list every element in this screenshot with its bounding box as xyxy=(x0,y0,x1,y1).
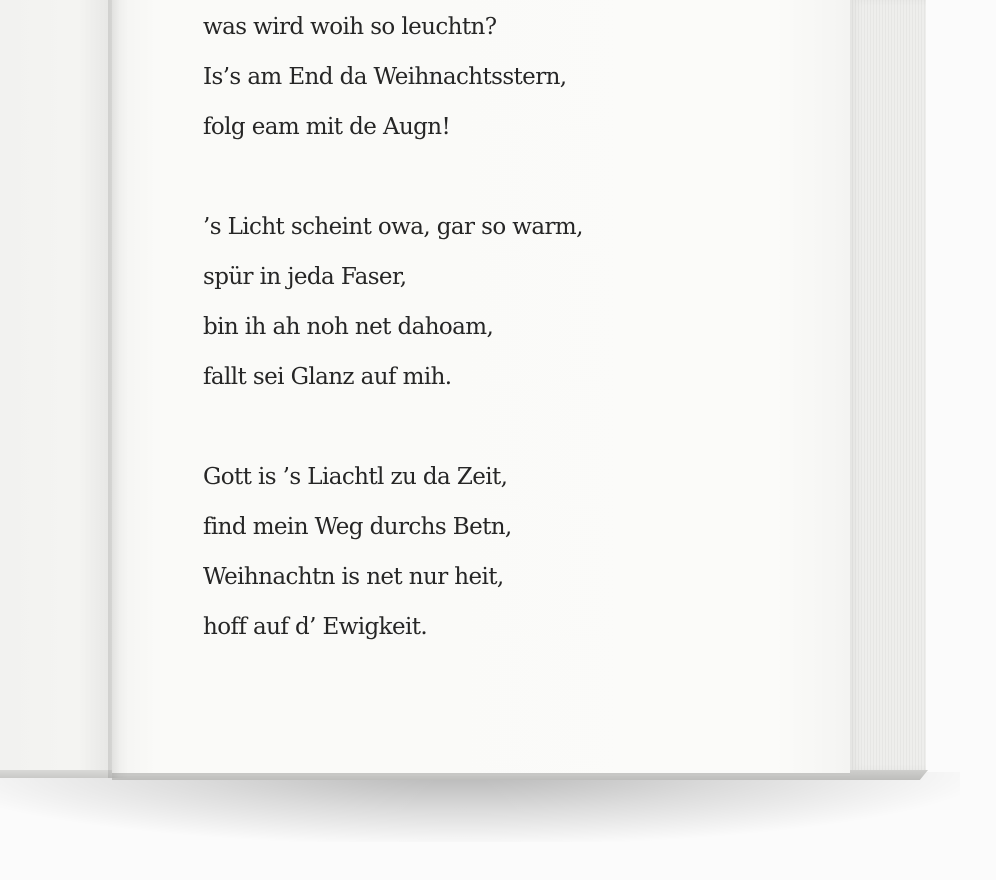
book-shadow xyxy=(0,772,960,842)
poem-stanza-2 xyxy=(203,210,803,410)
left-page-edge xyxy=(0,770,112,778)
poem-line: bin ih ah noh net dahoam, xyxy=(203,314,494,340)
poem-line: folg eam mit de Augn! xyxy=(203,114,451,140)
page-stack-edge xyxy=(850,0,926,770)
poem-line: Is’s am End da Weihnachtsstern, xyxy=(203,64,567,90)
poem-line: was wird woih so leuchtn? xyxy=(203,14,497,40)
left-page xyxy=(0,0,112,778)
poem-text xyxy=(203,10,803,710)
poem-line: hoff auf d’ Ewigkeit. xyxy=(203,614,428,640)
book-gutter xyxy=(108,0,128,778)
poem-line: spür in jeda Faser, xyxy=(203,264,407,290)
poem-line: fallt sei Glanz auf mih. xyxy=(203,364,452,390)
poem-line: Weihnachtn is net nur heit, xyxy=(203,564,504,590)
poem-stanza-1 xyxy=(203,10,803,160)
poem-line: ’s Licht scheint owa, gar so warm, xyxy=(203,214,583,240)
poem-line: find mein Weg durchs Betn, xyxy=(203,514,512,540)
poem-stanza-3 xyxy=(203,460,803,660)
right-page-bottom-edge xyxy=(112,773,850,776)
poem-line: Gott is ’s Liachtl zu da Zeit, xyxy=(203,464,508,490)
